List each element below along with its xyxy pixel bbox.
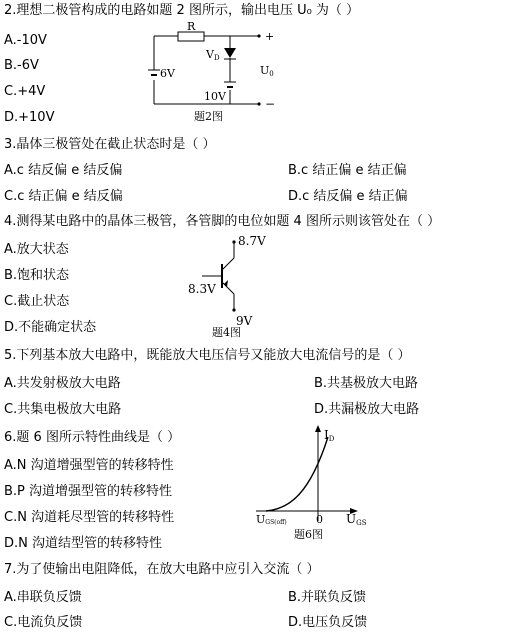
q3-option-c: C.c 结正偏 e 结反偏 [4,189,123,204]
q4-option-c: C.截止状态 [4,294,70,309]
output-terminal-minus [257,102,260,105]
q3-option-d: D.c 结反偏 e 结正偏 [288,189,408,204]
q2-figure-caption: 题2图 [194,110,223,123]
q3-option-b: B.c 结正偏 e 结正偏 [288,163,407,178]
output-terminal-plus [257,34,260,37]
q6-characteristic-figure [250,425,370,543]
q6-stem: 6.题 6 图所示特性曲线是（ ） [4,430,181,445]
label-minus: − [265,97,276,111]
q6-option-d: D.N 沟道结型管的转移特性 [4,536,162,551]
q5-option-c: C.共集电极放大电路 [4,402,122,417]
q2-stem: 2.理想二极管构成的电路如题 2 图所示，输出电压 U₀ 为（ ） [4,3,360,18]
q2-circuit-figure [140,20,290,126]
emitter-arrow [224,280,228,287]
q3-option-a: A.c 结反偏 e 结反偏 [4,163,123,178]
q4-transistor-figure [180,230,280,338]
q4-stem: 4.测得某电路中的晶体三极管，各管脚的电位如题 4 图所示则该管处在（ ） [4,214,441,229]
label-origin: 0 [316,513,323,526]
diode-vd [224,48,236,58]
label-ugs: UGS [346,512,367,527]
q6-option-c: C.N 沟道耗尽型管的转移特性 [4,510,175,525]
q7-stem: 7.为了使输出电阻降低，在放大电路中应引入交流（ ） [4,562,320,577]
q6-option-b: B.P 沟道增强型管的转移特性 [4,484,173,499]
q2-option-a: A.-10V [4,33,47,48]
q7-option-b: B.并联负反馈 [288,590,367,605]
q2-option-b: B.-6V [4,58,39,73]
q5-option-b: B.共基极放大电路 [314,376,419,391]
label-10v: 10V [204,90,226,103]
q5-option-d: D.共漏极放大电路 [314,402,420,417]
label-u0: U0 [260,64,274,78]
label-vd: VD [206,48,220,62]
q7-option-a: A.串联负反馈 [4,590,82,605]
q4-option-b: B.饱和状态 [4,268,70,283]
label-emitter-voltage: 9V [236,314,253,328]
q2-option-c: C.+4V [4,84,46,99]
q7-option-d: D.电压负反馈 [288,615,368,630]
label-plus: + [265,30,275,43]
label-6v: 6V [160,67,175,80]
q4-option-a: A.放大状态 [4,242,69,257]
q3-stem: 3.晶体三极管处在截止状态时是（ ） [4,137,216,152]
label-ugs-off: UGS(off) [256,513,287,526]
label-base-voltage: 8.3V [188,282,216,296]
resistor-r [178,32,204,41]
q7-option-c: C.电流负反馈 [4,615,83,630]
q2-option-d: D.+10V [4,110,55,125]
q6-figure-caption: 题6图 [294,528,323,541]
label-collector-voltage: 8.7V [238,234,266,248]
q4-figure-caption: 题4图 [212,326,241,338]
transfer-curve [266,437,328,511]
q5-stem: 5.下列基本放大电路中，既能放大电压信号又能放大电流信号的是（ ） [4,348,411,363]
label-id: ID [324,428,335,443]
q5-option-a: A.共发射极放大电路 [4,376,121,391]
q6-option-a: A.N 沟道增强型管的转移特性 [4,458,174,473]
q4-option-d: D.不能确定状态 [4,320,97,335]
label-r: R [187,20,196,33]
